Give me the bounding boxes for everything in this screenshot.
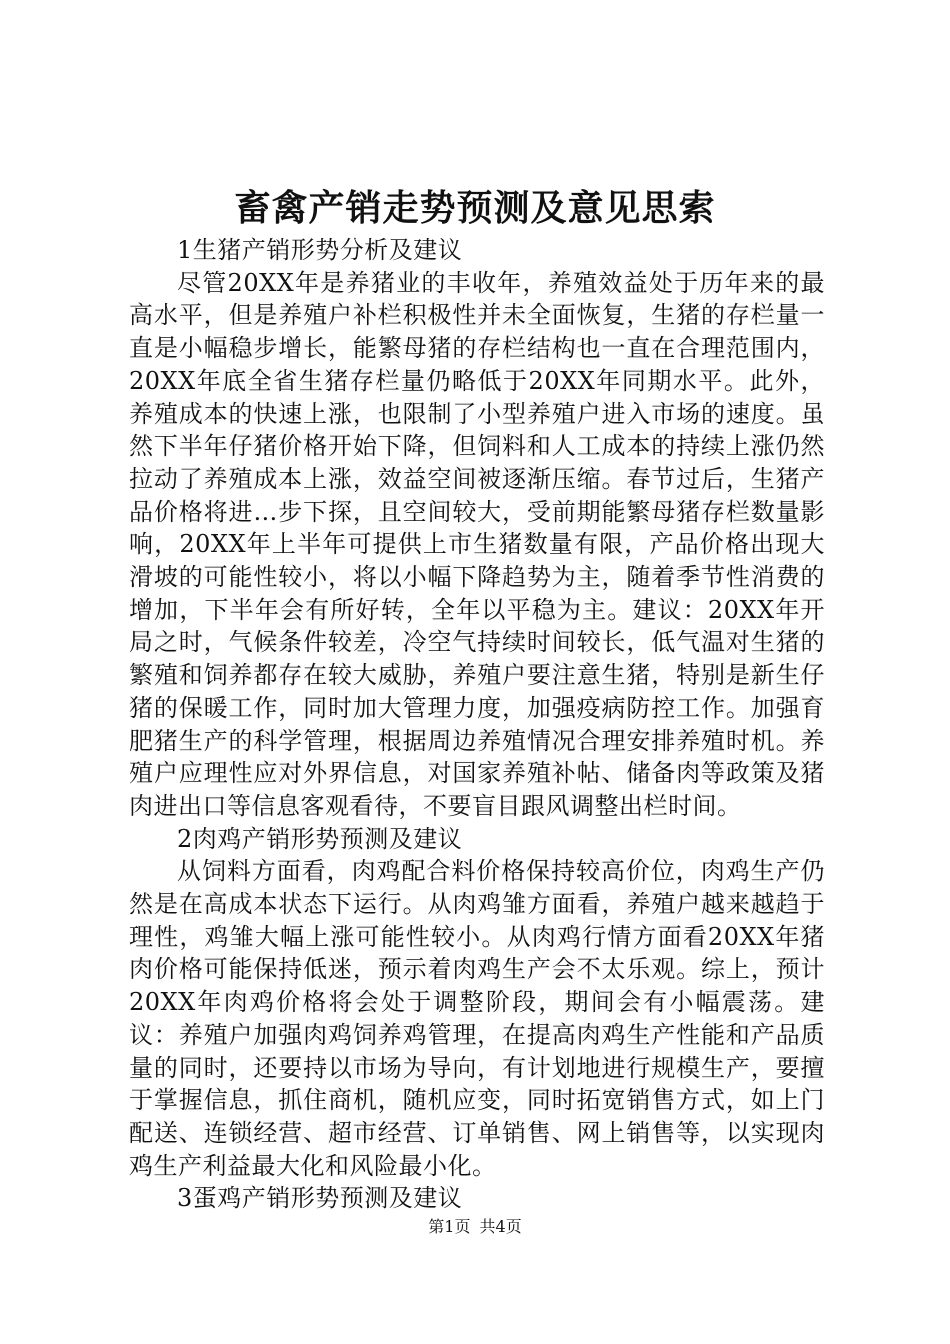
section-paragraph-1: 尽管20XX年是养猪业的丰收年，养殖效益处于历年来的最高水平，但是养殖户补栏积极性并未全面恢复，生猪的存栏量一直是小幅稳步增长，能繁母猪的存栏结构也一直在合理范围内，20XX年底全省生猪存栏量仍略低于20XX年同期水平。此外，养殖成本的快速上涨，也限制了小型养殖户进入市场的速度。虽然下半年仔猪价格开始下降，但饲料和人工成本的持续上涨仍然拉动了养殖成本上涨，效益空间被逐渐压缩。春节过后，生猪产品价格将进…步下探，且空间较大，受前期能繁母猪存栏数量影响，20XX年上半年可提供上市生猪数量有限，产品价格出现大滑坡的可能性较小，将以小幅下降趋势为主，随着季节性消费的增加，下半年会有所好转，全年以平稳为主。建议：20XX年开局之时，气候条件较差，冷空气持续时间较长，低气温对生猪的繁殖和饲养都存在较大威胁，养殖户要注意生猪，特别是新生仔猪的保暖工作，同时加大管理力度，加强疫病防控工作。加强育肥猪生产的科学管理，根据周边养殖情况合理安排养殖时机。养殖户应理性应对外界信息，对国家养殖补帖、储备肉等政策及猪肉进出口等信息客观看待，不要盲目跟风调整出栏时间。 xyxy=(129,268,825,820)
section-heading-3: 3蛋鸡产销形势预测及建议 xyxy=(177,1184,463,1213)
document-body xyxy=(129,234,825,1215)
section-heading-1: 1生猪产销形势分析及建议 xyxy=(177,236,463,264)
section-heading-2: 2肉鸡产销形势预测及建议 xyxy=(177,824,463,853)
section-paragraph-2: 从饲料方面看，肉鸡配合料价格保持较高价位，肉鸡生产仍然是在高成本状态下运行。从肉鸡雏方面看，养殖户越来越趋于理性，鸡雏大幅上涨可能性较小。从肉鸡行情方面看20XX年猪肉价格可能保持低迷，预示着肉鸡生产会不太乐观。综上，预计20XX年肉鸡价格将会处于调整阶段，期间会有小幅震荡。建议：养殖户加强肉鸡饲养鸡管理，在提高肉鸡生产性能和产品质量的同时，还要持以市场为导向，有计划地进行规模生产，要擅于掌握信息，抓住商机，随机应变，同时拓宽销售方式，如上门配送、连锁经营、超市经营、订单销售、网上销售等，以实现肉鸡生产利益最大化和风险最小化。 xyxy=(129,857,825,1180)
page-total: 共4页 xyxy=(479,1217,522,1236)
document-title: 畜禽产销走势预测及意见思索 xyxy=(234,187,716,229)
page-number: 第1页 xyxy=(428,1217,471,1236)
page-footer xyxy=(0,1215,950,1239)
